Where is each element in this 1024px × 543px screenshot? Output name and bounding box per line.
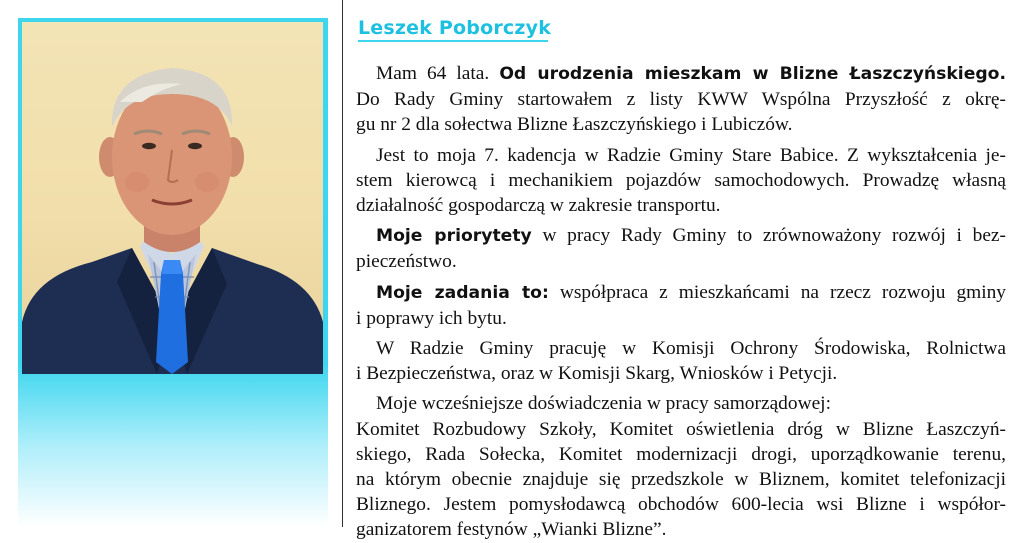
line: ganizatorem festynów „Wianki Blizne”. [356,519,667,541]
bold-phrase: Moje zadania to [376,282,542,303]
line: Mam 64 lata. Od urodzenia mieszkam w Blizne Łaszczyńskiego. [376,63,1006,84]
portrait-photo [22,22,323,374]
name-underline [358,40,548,42]
line: i Bezpieczeństwa, oraz w Komisji Skarg, Wniosków i Petycji. [356,363,838,385]
paragraph-term [356,143,1006,219]
person-name: Leszek Poborczyk [358,17,552,39]
photo-frame [18,18,328,527]
line: i poprawy ich bytu. [356,307,507,329]
paragraph-experience-intro [356,391,1006,416]
paragraph-experience-list [356,417,1006,543]
line: Bliznego. Jestem pomysłodawcą obchodów 600-lecia wsi Blizne i współor- [356,494,1006,516]
line: W Radzie Gminy pracuję w Komisji Ochrony Środowiska, Rolnictwa [376,338,1006,360]
line: Komitet Rozbudowy Szkoły, Komitet oświetlenia dróg w Blizne Łaszczyń- [356,418,1006,440]
line: gu nr 2 dla sołectwa Blizne Łaszczyńskiego i Lubiczów. [356,114,793,136]
line: stem kierowcą i mechanikiem pojazdów samochodowych. Prowadzę własną [356,169,1006,191]
line: pieczeństwo. [356,251,457,273]
paragraph-priorities [356,223,1006,274]
bold-phrase: Od urodzenia mieszkam w Blizne Łaszczyńskiego [499,64,1000,84]
bio-article [356,61,1006,543]
line: Moje zadania to: współpraca z mieszkańcami na rzecz rozwoju gminy [376,281,1006,303]
paragraph-committees [356,336,1006,386]
line: Moje wcześniejsze doświadczenia w pracy samorządowej: [376,393,831,415]
paragraph-tasks [356,280,1006,331]
bold-phrase: Moje priorytety [376,226,532,247]
line: skiego, Rada Sołecka, Komitet modernizacji drogi, uporządkowanie terenu, [356,443,1006,465]
line: działalność gospodarczą w zakresie transportu. [356,195,721,217]
line: Do Rady Gminy startowałem z listy KWW Wspólna Przyszłość z okrę- [356,89,1006,111]
paragraph-intro [356,61,1006,138]
line: Jest to moja 7. kadencja w Radzie Gminy Stare Babice. Z wykształcenia je- [376,144,1006,166]
line: na którym obecnie znajduje się przedszkole w Bliznem, komitet telefonizacji [356,469,1006,491]
line: Moje priorytety w pracy Rady Gminy to zrównoważony rozwój i bez- [376,225,1006,247]
column-divider [342,0,343,527]
